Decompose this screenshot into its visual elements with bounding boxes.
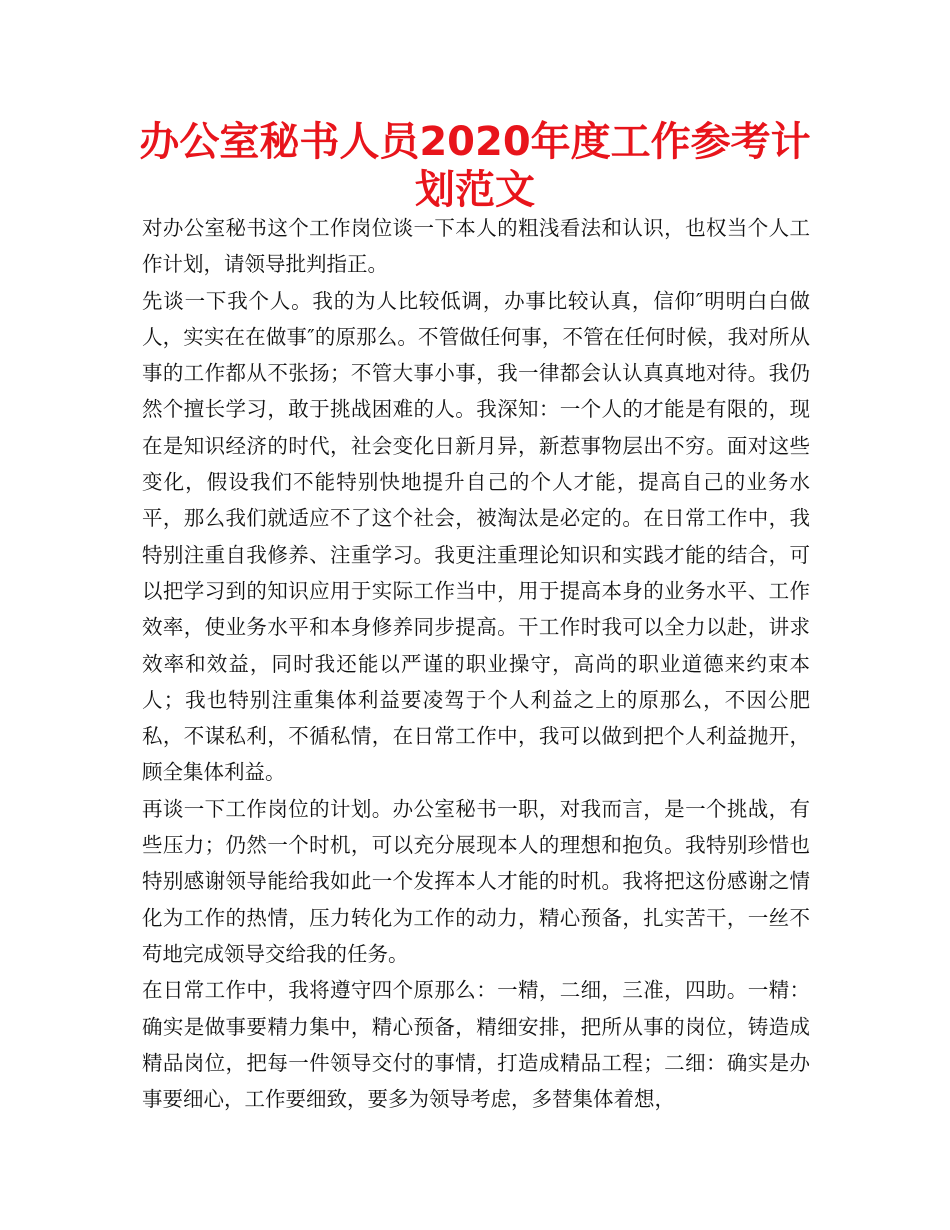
paragraph-intro: 对办公室秘书这个工作岗位谈一下本人的粗浅看法和认识，也权当个人工作计划，请领导批判指正。 — [142, 216, 810, 277]
paragraph-personal: 先谈一下我个人。我的为人比较低调，办事比较认真，信仰″明明白白做人，实实在在做事″的原那么。不管做任何事，不管在任何时候，我对所从事的工作都从不张扬；不管大事小事，我一律都会认认真真地对待。我仍然个擅长学习，敢于挑战困难的人。我深知：一个人的才能是有限的，现在是知识经济的时代，社会变化日新月异，新惹事物层出不穷。面对这些变化，假设我们不能特别快地提升自己的个人才能，提高自己的业务水平，那么我们就适应不了这个社会，被淘汰是必定的。在日常工作中，我特别注重自我修养、注重学习。我更注重理论知识和实践才能的结合，可以把学习到的知识应用于实际工作当中，用于提高本身的业务水平、工作效率，使业务水平和本身修养同步提高。干工作时我可以全力以赴，讲求效率和效益，同时我还能以严谨的职业操守，高尚的职业道德来约束本人；我也特别注重集体利益要凌驾于个人利益之上的原那么，不因公肥私，不谋私利，不循私情，在日常工作中，我可以做到把个人利益抛开，顾全集体利益。 — [142, 288, 810, 785]
document-title: 办公室秘书人员2020年度工作参考计划范文 — [139, 119, 811, 213]
paragraph-principles: 在日常工作中，我将遵守四个原那么：一精，二细，三准，四助。一精：确实是做事要精力集中，精心预备，精细安排，把所从事的岗位，铸造成精品岗位，把每一件领导交付的事情，打造成精品工程；二细：确实是办事要细心，工作要细致，要多为领导考虑，多替集体着想， — [142, 978, 810, 1112]
paragraph-job-plan: 再谈一下工作岗位的计划。办公室秘书一职，对我而言，是一个挑战，有些压力；仍然一个时机，可以充分展现本人的理想和抱负。我特别珍惜也特别感谢领导能给我如此一个发挥本人才能的时机。我将把这份感谢之情化为工作的热情，压力转化为工作的动力，精心预备，扎实苦干，一丝不苟地完成领导交给我的任务。 — [142, 796, 810, 966]
document-body — [142, 210, 810, 1117]
